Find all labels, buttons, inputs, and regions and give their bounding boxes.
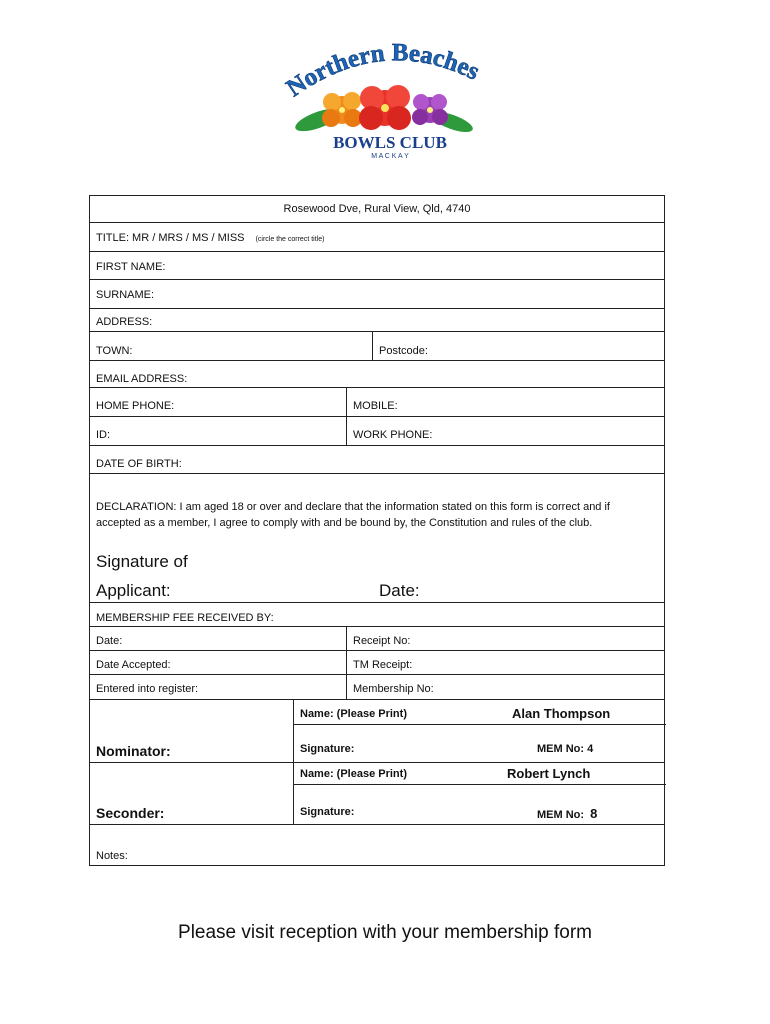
- signature-of-label: Signature of: [96, 552, 188, 571]
- nominator-name-label: Name: (Please Print): [300, 708, 407, 720]
- town-field[interactable]: [90, 332, 372, 360]
- membership-form: [89, 195, 665, 866]
- home-phone-label: HOME PHONE:: [96, 400, 175, 412]
- seconder-block: [90, 763, 664, 825]
- club-address: Rosewood Dve, Rural View, Qld, 4740: [283, 203, 471, 215]
- nominator-name-field[interactable]: [294, 700, 666, 725]
- phone-row: [90, 388, 664, 417]
- nominator-label-cell: [90, 700, 293, 762]
- register-row: [90, 675, 664, 700]
- home-phone-field[interactable]: [90, 388, 346, 416]
- email-field[interactable]: [90, 361, 664, 388]
- seconder-details: [293, 763, 666, 824]
- seconder-mem-value: 8: [590, 806, 598, 821]
- fee-received-row[interactable]: [90, 603, 664, 627]
- dob-field[interactable]: [90, 446, 664, 474]
- title-row[interactable]: [90, 223, 664, 252]
- notes-label: Notes:: [96, 850, 128, 862]
- seconder-signature-field[interactable]: Signature:: [300, 806, 355, 818]
- fee-date-label: Date:: [96, 635, 123, 647]
- town-row: [90, 332, 664, 361]
- date-accepted-field[interactable]: [90, 651, 346, 674]
- nominator-name-value: Alan Thompson: [512, 706, 611, 721]
- club-logo: [270, 30, 510, 160]
- surname-label: SURNAME:: [96, 289, 155, 301]
- seconder-mem-no: [537, 806, 597, 821]
- tm-receipt-label: TM Receipt:: [353, 659, 413, 671]
- tm-receipt-field[interactable]: [346, 651, 666, 674]
- nominator-details: [293, 700, 666, 762]
- logo-location-text: M A C K A Y: [371, 153, 409, 160]
- applicant-signature-field[interactable]: Applicant:: [96, 581, 171, 600]
- id-label: ID:: [96, 429, 111, 441]
- surname-field[interactable]: [90, 280, 664, 309]
- notes-field[interactable]: [90, 825, 664, 866]
- seconder-label: Seconder:: [96, 805, 165, 821]
- membership-no-field[interactable]: [346, 675, 666, 699]
- title-hint: (circle the correct title): [255, 236, 325, 243]
- accepted-row: [90, 651, 664, 675]
- address-label: ADDRESS:: [96, 316, 153, 328]
- entered-register-field[interactable]: [90, 675, 346, 699]
- nominator-signature-field[interactable]: Signature:: [300, 743, 355, 755]
- fee-received-label: MEMBERSHIP FEE RECEIVED BY:: [96, 612, 274, 624]
- postcode-field[interactable]: [372, 332, 666, 360]
- email-label: EMAIL ADDRESS:: [96, 373, 188, 385]
- seconder-label-cell: [90, 763, 293, 824]
- date-accepted-label: Date Accepted:: [96, 659, 171, 671]
- fee-date-field[interactable]: [90, 627, 346, 650]
- nominator-block: [90, 700, 664, 763]
- entered-register-label: Entered into register:: [96, 683, 199, 695]
- seconder-name-value: Robert Lynch: [507, 766, 591, 781]
- receipt-no-field[interactable]: [346, 627, 666, 650]
- address-field[interactable]: [90, 309, 664, 332]
- address-header-row: [90, 196, 664, 223]
- first-name-label: FIRST NAME:: [96, 261, 166, 273]
- nominator-mem-no: MEM No: 4: [537, 743, 594, 755]
- seconder-name-label: Name: (Please Print): [300, 768, 407, 780]
- nominator-label: Nominator:: [96, 743, 171, 759]
- title-label: TITLE: MR / MRS / MS / MISS: [96, 232, 245, 244]
- date-receipt-row: [90, 627, 664, 651]
- logo-club-text: BOWLS CLUB: [333, 133, 447, 152]
- mobile-field[interactable]: [346, 388, 666, 416]
- hibiscus-logo-icon: [270, 30, 510, 160]
- work-phone-field[interactable]: [346, 417, 666, 445]
- applicant-date-field[interactable]: Date:: [379, 581, 420, 600]
- seconder-mem-label: MEM No:: [537, 809, 585, 821]
- postcode-label: Postcode:: [379, 345, 428, 357]
- mobile-label: MOBILE:: [353, 400, 398, 412]
- first-name-field[interactable]: [90, 252, 664, 280]
- town-label: TOWN:: [96, 345, 133, 357]
- membership-no-label: Membership No:: [353, 683, 434, 695]
- declaration-text: DECLARATION: I am aged 18 or over and declare that the information stated on this form is correct and if accepted as a member, I agree to comply with and be bound by, the Constitution and rules of the club.: [96, 501, 610, 529]
- footer-instruction: Please visit reception with your membership form: [178, 922, 592, 943]
- id-row: [90, 417, 664, 446]
- declaration-section: [90, 474, 664, 603]
- dob-label: DATE OF BIRTH:: [96, 458, 182, 470]
- receipt-no-label: Receipt No:: [353, 635, 411, 647]
- work-phone-label: WORK PHONE:: [353, 429, 433, 441]
- seconder-name-field[interactable]: [294, 763, 666, 785]
- logo-arc-text: Northern Beaches: [281, 39, 484, 103]
- id-field[interactable]: [90, 417, 346, 445]
